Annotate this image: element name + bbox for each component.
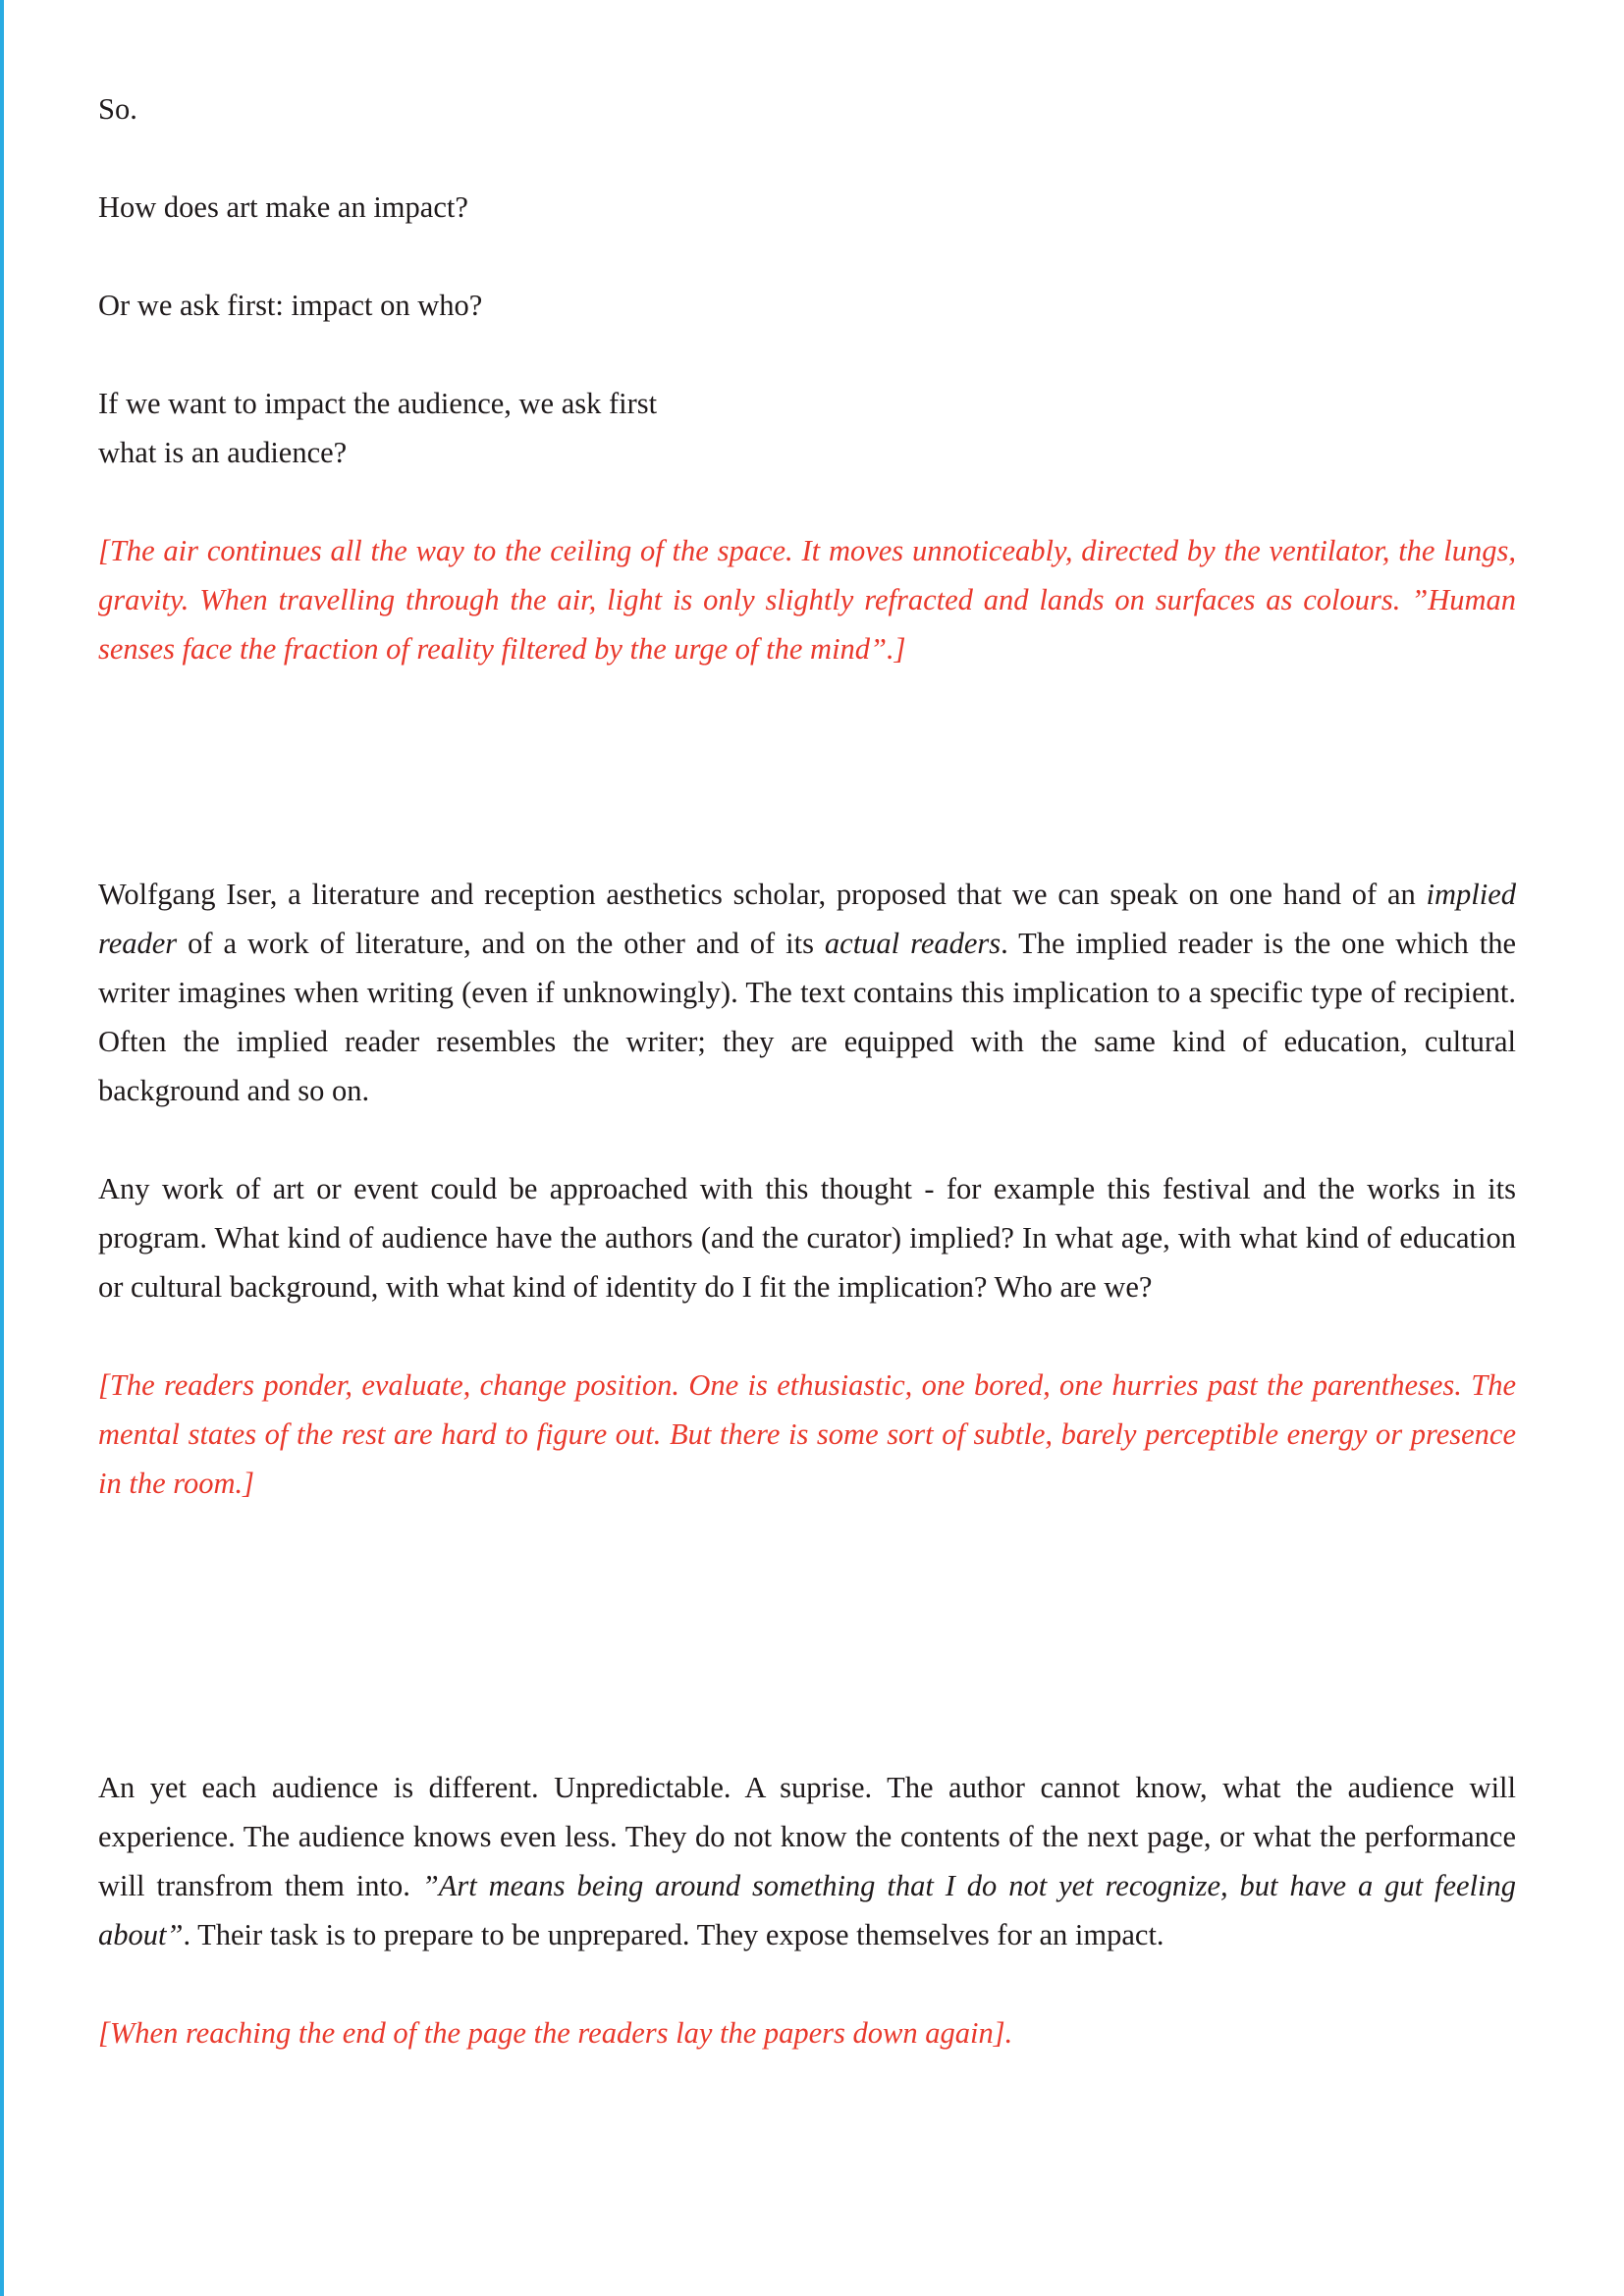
paragraph-question-who: Or we ask first: impact on who?: [98, 289, 483, 322]
paragraph-question-impact: How does art make an impact?: [98, 190, 468, 224]
paragraph-any-work: Any work of art or event could be approached with this thought - for example this festival and the works in its program. What kind of audience have the authors (and the curator) implied? In what age, with what kind of education or cultural background, with what kind of identity do I fit the implication? Who are we?: [98, 1172, 1516, 1304]
document-content: [98, 84, 1516, 2057]
stage-direction-air: [The air continues all the way to the ceiling of the space. It moves unnoticeably, directed by the ventilator, the lungs, gravity. When travelling through the air, light is only slightly refracted and lands on surfaces as colours. ”Human senses face the fraction of reality filtered by the urge of the mind”.]: [98, 534, 1516, 666]
paragraph-question-audience: [98, 379, 1516, 477]
implied-reader-term: implied reader: [98, 878, 1516, 960]
each-audience-text-intro: An yet each audience is different. Unpredictable. A suprise. The author cannot know, what the audience will experience. The audience knows even less. They do not know the contents of the next page, or what the performance will transfrom them into.: [98, 1771, 1516, 1902]
stage-direction-end: [When reaching the end of the page the readers lay the papers down again].: [98, 2016, 1013, 2050]
iser-text-intro: Wolfgang Iser, a literature and reception aesthetics scholar, proposed that we can speak on one hand of an: [98, 878, 1427, 911]
art-gut-feeling-quote: ”Art means being around something that I do not yet recognize, but have a gut feeling about”: [98, 1869, 1516, 1951]
question-audience-line2: what is an audience?: [98, 436, 348, 469]
each-audience-text-rest: . Their task is to prepare to be unprepared. They expose themselves for an impact.: [183, 1918, 1164, 1951]
iser-text-middle: of a work of literature, and on the other and of its: [177, 927, 825, 960]
paragraph-wolfgang-iser: [98, 870, 1516, 1115]
iser-text-rest: . The implied reader is the one which the writer imagines when writing (even if unknowingly). The text contains this implication to a specific type of recipient. Often the implied reader resembles the writer; they are equipped with the same kind of education, cultural background and so on.: [98, 927, 1516, 1107]
actual-readers-term: actual readers: [824, 927, 1001, 960]
left-edge-accent-line: [0, 0, 4, 2296]
question-audience-line1: If we want to impact the audience, we ask first: [98, 387, 658, 420]
paragraph-each-audience: [98, 1763, 1516, 1959]
stage-direction-readers: [The readers ponder, evaluate, change position. One is ethusiastic, one bored, one hurries past the parentheses. The mental states of the rest are hard to figure out. But there is some sort of subtle, barely perceptible energy or presence in the room.]: [98, 1368, 1516, 1500]
paragraph-opening: So.: [98, 92, 137, 126]
